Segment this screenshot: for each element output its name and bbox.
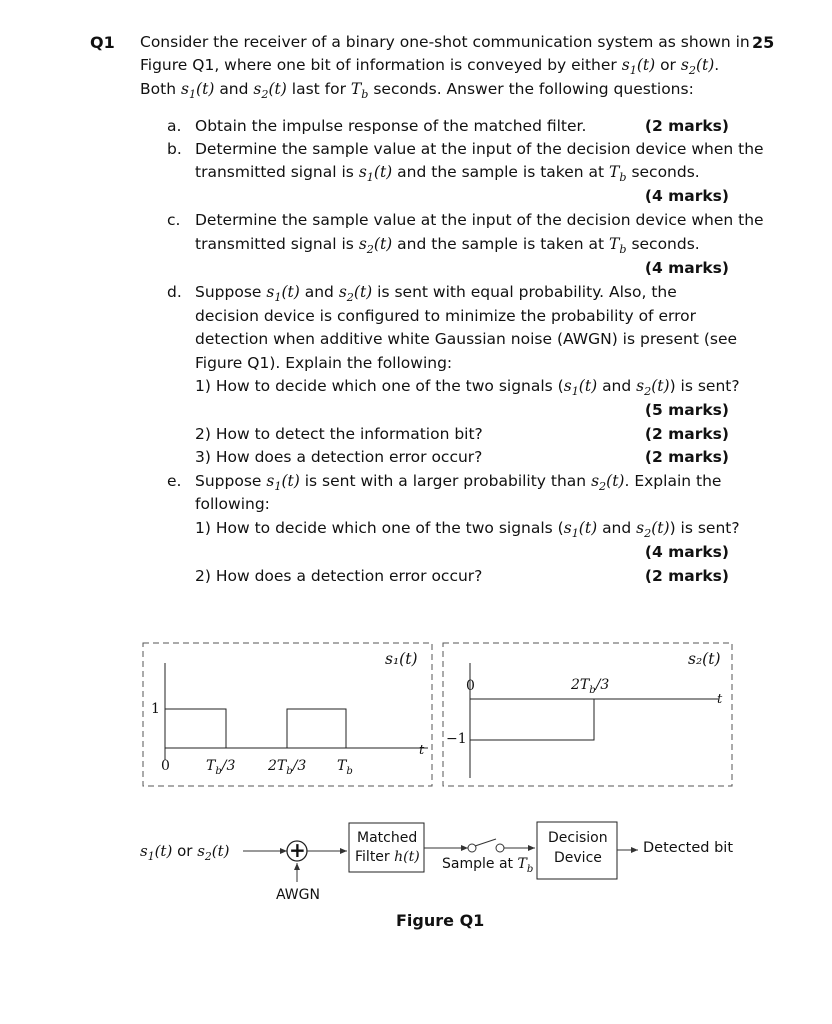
- part-e-line-1: Suppose $s_1(t)$ is sent with a larger probability than $s_2(t)$. Explain the: [195, 472, 722, 494]
- part-a-text: Obtain the impulse response of the matched filter.: [195, 117, 587, 135]
- part-a-letter: a.: [167, 117, 182, 135]
- part-d-line-2: decision device is configured to minimize the probability of error: [195, 307, 696, 325]
- sampler-label: Sample at $T_b$: [442, 856, 534, 875]
- part-d-sub-3: 3) How does a detection error occur?: [195, 448, 483, 466]
- part-d-sub-2: 2) How to detect the information bit?: [195, 425, 483, 443]
- part-c-marks: (4 marks): [644, 259, 729, 277]
- part-e-sub-2-marks: (2 marks): [644, 567, 729, 585]
- output-label: Detected bit: [643, 840, 734, 856]
- plot1-axis-var: t: [419, 743, 425, 758]
- decision-label-1: Decision: [548, 830, 608, 846]
- plot2-pulse: [470, 699, 594, 740]
- part-c-line-2: transmitted signal is $s_2(t)$ and the sample is taken at $T_b$ seconds.: [195, 235, 700, 257]
- plot1-x-tick-0: 0: [161, 758, 170, 774]
- plot2-title: s₂(t): [688, 650, 721, 668]
- part-d-sub-1-marks: (5 marks): [644, 401, 729, 419]
- part-e-line-2: following:: [195, 495, 270, 513]
- plot2-axis-var: t: [717, 692, 723, 707]
- part-b-line-1: Determine the sample value at the input of the decision device when the: [195, 140, 764, 158]
- plot1-x-tick-2: $2T_b/3$: [268, 758, 307, 777]
- plot1-pulse-2: [287, 709, 346, 748]
- plot1-title: s₁(t): [385, 650, 418, 668]
- figure-caption: Figure Q1: [396, 911, 485, 930]
- total-marks: 25: [752, 33, 775, 52]
- part-b-line-2: transmitted signal is $s_1(t)$ and the sample is taken at $T_b$ seconds.: [195, 163, 700, 185]
- plot2-y-tick: −1: [446, 731, 467, 747]
- part-b-marks: (4 marks): [644, 187, 729, 205]
- plot1-pulse-1: [165, 709, 226, 748]
- part-d-letter: d.: [167, 283, 182, 301]
- part-d-sub-3-marks: (2 marks): [644, 448, 729, 466]
- part-d-sub-2-marks: (2 marks): [644, 425, 729, 443]
- question-number: Q1: [90, 33, 115, 52]
- part-c-line-1: Determine the sample value at the input of the decision device when the: [195, 211, 764, 229]
- plot1-x-tick-3: $T_b$: [337, 758, 353, 777]
- part-c-letter: c.: [167, 211, 181, 229]
- plot2-mid-tick: $2T_b/3$: [571, 677, 610, 696]
- intro-line-1: Consider the receiver of a binary one-shot communication system as shown in: [140, 33, 750, 51]
- part-e-letter: e.: [167, 472, 182, 490]
- intro-line-2: Figure Q1, where one bit of information is conveyed by either $s_1(t)$ or $s_2(t)$.: [140, 56, 720, 78]
- part-d-sub-1: 1) How to decide which one of the two signals ($s_1(t)$ and $s_2(t)$) is sent?: [195, 377, 740, 399]
- part-d-line-1: Suppose $s_1(t)$ and $s_2(t)$ is sent with equal probability. Also, the: [195, 283, 677, 305]
- decision-label-2: Device: [554, 850, 602, 866]
- plot2-zero: 0: [466, 678, 475, 694]
- intro-line-3: Both $s_1(t)$ and $s_2(t)$ last for $T_b$ seconds. Answer the following questions:: [140, 80, 694, 102]
- part-b-letter: b.: [167, 140, 182, 158]
- switch-arm: [475, 839, 496, 846]
- switch-contact-left: [468, 844, 476, 852]
- plot1-x-tick-1: $T_b/3$: [206, 758, 236, 777]
- part-d-line-3: detection when additive white Gaussian noise (AWGN) is present (see: [195, 330, 738, 348]
- plot1-y-tick: 1: [151, 701, 160, 717]
- switch-contact-right: [496, 844, 504, 852]
- part-e-sub-1-marks: (4 marks): [644, 543, 729, 561]
- part-a-marks: (2 marks): [644, 117, 729, 135]
- noise-label: AWGN: [276, 887, 320, 903]
- part-e-sub-1: 1) How to decide which one of the two signals ($s_1(t)$ and $s_2(t)$) is sent?: [195, 519, 740, 541]
- filter-label-2: Filter h(t): [355, 849, 420, 865]
- filter-label-1: Matched: [357, 830, 418, 846]
- input-label: $s_1(t)$ or $s_2(t)$: [140, 842, 230, 863]
- adder-symbol: +: [289, 838, 306, 862]
- part-d-line-4: Figure Q1). Explain the following:: [195, 354, 453, 372]
- part-e-sub-2: 2) How does a detection error occur?: [195, 567, 483, 585]
